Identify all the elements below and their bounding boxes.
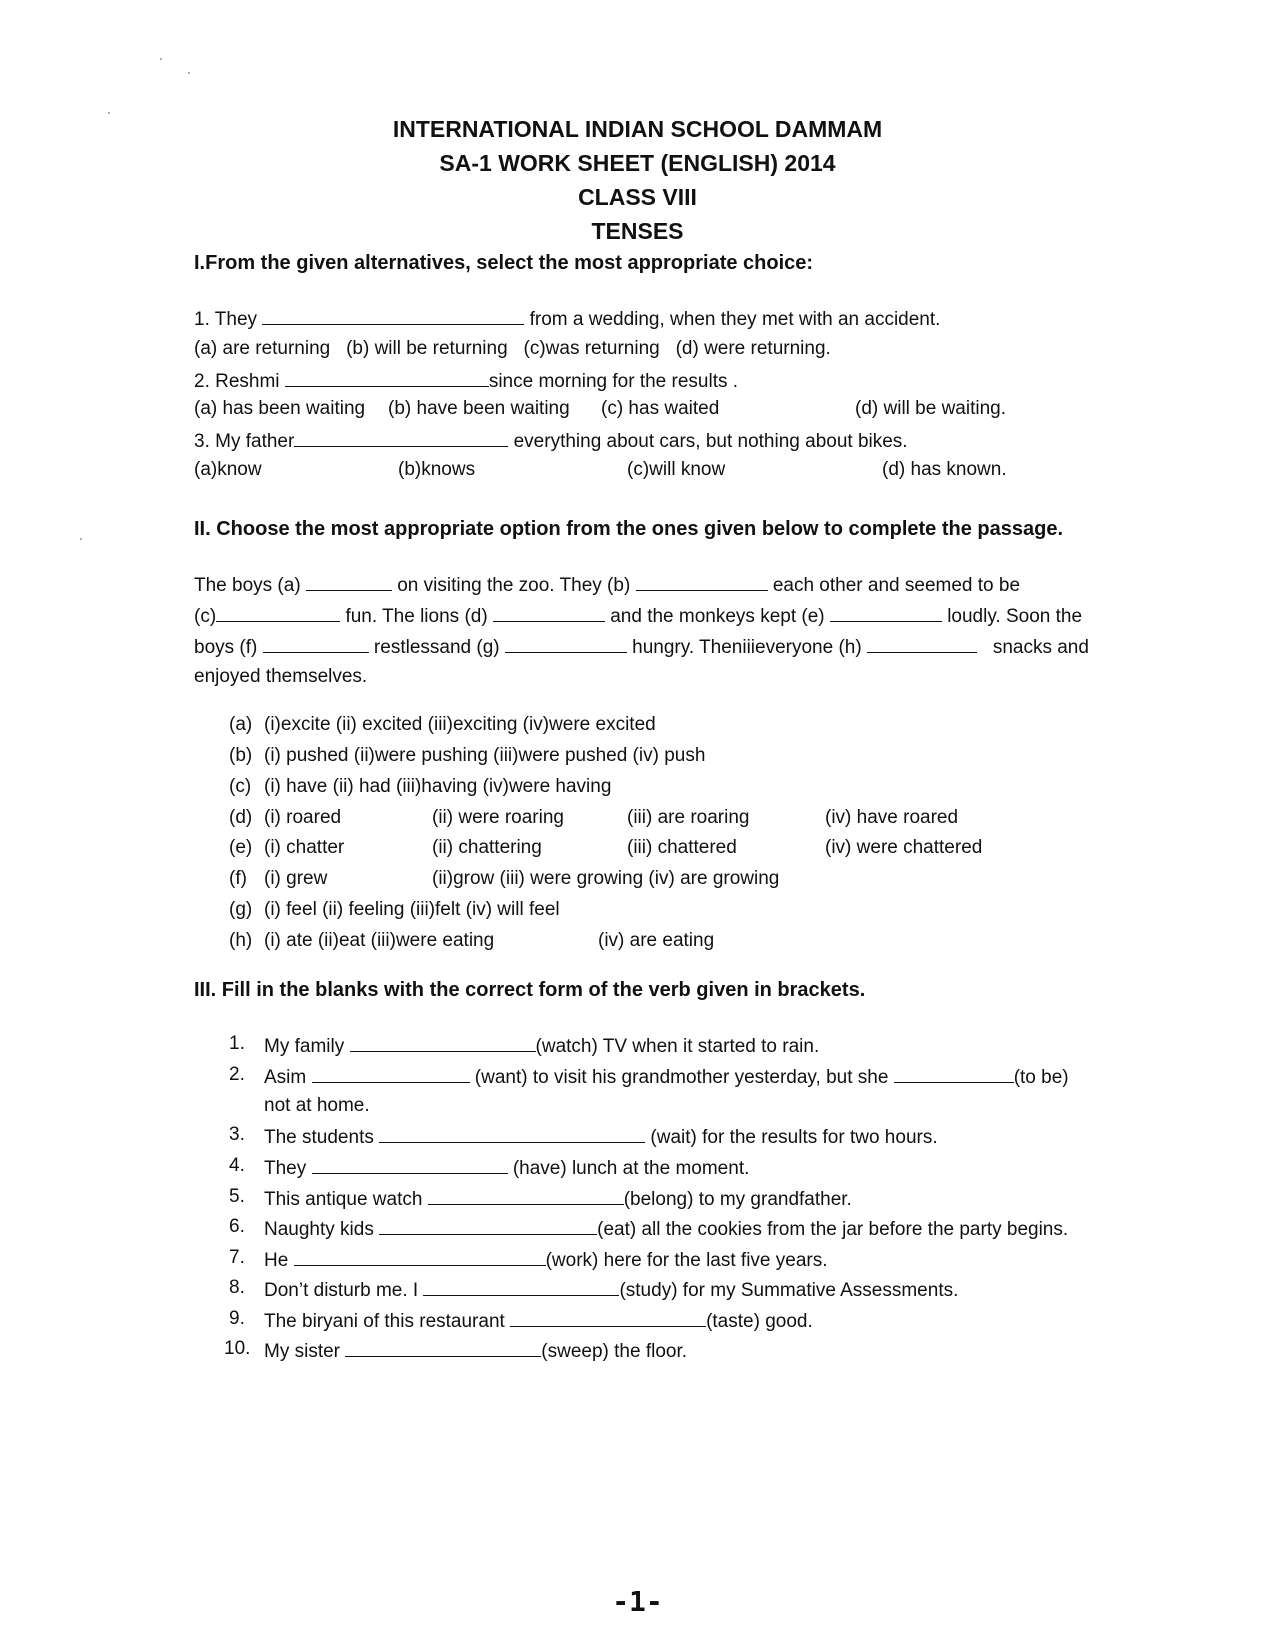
list-item — [264, 1124, 938, 1150]
option-choices[interactable]: (i)excite (ii) excited (iii)exciting (iv)were excited — [264, 714, 656, 735]
section-3-heading: III. Fill in the blanks with the correct form of the verb given in brackets. — [194, 979, 866, 1001]
answer-blank[interactable] — [312, 1064, 470, 1083]
option-label: (e) — [229, 837, 253, 858]
passage-line — [194, 634, 1089, 660]
item-number: 1. — [229, 1033, 245, 1054]
option-choice[interactable]: (i) roared — [264, 807, 342, 828]
answer-blank[interactable] — [345, 1338, 541, 1357]
class-label: CLASS VIII — [578, 184, 697, 210]
option-choices[interactable]: (i) have (ii) had (iii)having (iv)were having — [264, 776, 612, 797]
question-2 — [194, 368, 738, 394]
option[interactable]: (d) will be waiting. — [855, 398, 1006, 419]
passage-line — [194, 603, 1082, 629]
option[interactable]: (c)was returning — [523, 338, 660, 359]
question-3 — [194, 428, 908, 454]
option[interactable]: (a)know — [194, 459, 262, 480]
option-choice[interactable]: (iii) chattered — [627, 837, 737, 858]
answer-blank[interactable] — [379, 1124, 645, 1143]
option-label: (h) — [229, 930, 253, 951]
answer-blank[interactable] — [263, 634, 369, 653]
item-number: 9. — [229, 1308, 245, 1329]
item-number: 6. — [229, 1216, 245, 1237]
item-text: (to be) — [1013, 1067, 1069, 1088]
option[interactable]: (a) are returning — [194, 338, 331, 359]
answer-blank[interactable] — [510, 1308, 706, 1327]
passage-text: each other and seemed to be — [772, 575, 1021, 596]
passage-text: fun. The lions (d) — [345, 606, 488, 627]
answer-blank[interactable] — [493, 603, 605, 622]
item-text: Naughty kids — [264, 1219, 374, 1240]
option[interactable]: (a) has been waiting — [194, 398, 366, 419]
answer-blank[interactable] — [285, 368, 489, 387]
option-choice[interactable]: (ii)grow (iii) were growing (iv) are growing — [432, 868, 780, 889]
section-1-heading: I.From the given alternatives, select the most appropriate choice: — [194, 252, 814, 274]
question-text: everything about cars, but nothing about bikes. — [513, 431, 908, 452]
item-text: Asim — [264, 1067, 307, 1088]
item-text: (watch) TV when it started to rain. — [535, 1036, 820, 1057]
option-label: (c) — [229, 776, 252, 797]
list-item — [264, 1277, 958, 1303]
option-choice[interactable]: (iv) have roared — [825, 807, 959, 828]
question-text: 2. Reshmi — [194, 371, 280, 392]
option[interactable]: (d) were returning. — [675, 338, 831, 359]
item-text: (work) here for the last five years. — [545, 1250, 828, 1271]
option-choice[interactable]: (iii) are roaring — [627, 807, 750, 828]
answer-blank[interactable] — [350, 1033, 536, 1052]
item-text: This antique watch — [264, 1189, 423, 1210]
answer-blank[interactable] — [636, 572, 768, 591]
question-1 — [194, 306, 940, 332]
option-choice[interactable]: (ii) were roaring — [432, 807, 564, 828]
passage-text: (c) — [194, 606, 217, 627]
scan-speck — [80, 538, 82, 540]
answer-blank[interactable] — [306, 572, 392, 591]
item-text: (sweep) the floor. — [541, 1341, 688, 1362]
answer-blank[interactable] — [262, 306, 524, 325]
answer-blank[interactable] — [428, 1186, 624, 1205]
option-label: (b) — [229, 745, 253, 766]
passage-text: loudly. Soon the — [947, 606, 1083, 627]
passage-text: The boys (a) — [194, 575, 301, 596]
school-name: INTERNATIONAL INDIAN SCHOOL DAMMAM — [392, 116, 883, 142]
worksheet-header — [0, 112, 1275, 248]
item-text: (eat) all the cookies from the jar before the party begins. — [597, 1219, 1069, 1240]
item-text: The biryani of this restaurant — [264, 1311, 505, 1332]
option[interactable]: (c) has waited — [601, 398, 720, 419]
item-text: My family — [264, 1036, 345, 1057]
item-text: (want) to visit his grandmother yesterday, but she — [474, 1067, 889, 1088]
option-choices[interactable]: (i) pushed (ii)were pushing (iii)were pushed (iv) push — [264, 745, 706, 766]
item-text: (have) lunch at the moment. — [512, 1158, 750, 1179]
answer-blank[interactable] — [505, 634, 627, 653]
option[interactable]: (c)will know — [627, 459, 726, 480]
answer-blank[interactable] — [423, 1277, 619, 1296]
option-label: (a) — [229, 714, 253, 735]
list-item — [264, 1338, 687, 1364]
item-number: 5. — [229, 1186, 245, 1207]
answer-blank[interactable] — [294, 1247, 546, 1266]
item-number: 8. — [229, 1277, 245, 1298]
passage-text: restlessand (g) — [373, 637, 500, 658]
question-text: 1. They — [194, 309, 258, 330]
option-label: (g) — [229, 899, 253, 920]
item-text: Don’t disturb me. I — [264, 1280, 419, 1301]
option-label: (d) — [229, 807, 253, 828]
answer-blank[interactable] — [830, 603, 942, 622]
option-label: (f) — [229, 868, 247, 889]
list-item — [264, 1186, 852, 1212]
item-text: (taste) good. — [706, 1311, 813, 1332]
list-item — [264, 1216, 1068, 1242]
option[interactable]: (b) will be returning — [346, 338, 508, 359]
list-item-continuation: not at home. — [264, 1095, 370, 1116]
item-number: 4. — [229, 1155, 245, 1176]
section-2-heading: II. Choose the most appropriate option from the ones given below to complete the passage. — [194, 518, 1064, 540]
item-number: 3. — [229, 1124, 245, 1145]
list-item — [264, 1308, 813, 1334]
scan-speck — [188, 72, 190, 74]
item-number: 7. — [229, 1247, 245, 1268]
answer-blank[interactable] — [312, 1155, 508, 1174]
passage-text: snacks and — [992, 637, 1089, 658]
passage-line: enjoyed themselves. — [194, 666, 368, 687]
item-text: My sister — [264, 1341, 340, 1362]
option[interactable]: (b)knows — [398, 459, 476, 480]
passage-text: hungry. Theniiieveryone (h) — [632, 637, 862, 658]
worksheet-title: SA-1 WORK SHEET (ENGLISH) 2014 — [439, 150, 836, 176]
answer-blank[interactable] — [867, 634, 977, 653]
option-choice[interactable]: (iv) are eating — [598, 930, 715, 951]
option[interactable]: (d) has known. — [882, 459, 1007, 480]
option[interactable]: (b) have been waiting — [388, 398, 570, 419]
question-text: from a wedding, when they met with an accident. — [529, 309, 941, 330]
item-text: (belong) to my grandfather. — [623, 1189, 852, 1210]
option-choice[interactable]: (iv) were chattered — [825, 837, 983, 858]
list-item — [264, 1064, 1069, 1090]
topic-title: TENSES — [591, 218, 684, 244]
item-text: (study) for my Summative Assessments. — [619, 1280, 959, 1301]
scan-speck — [160, 58, 162, 60]
passage-text: and the monkeys kept (e) — [610, 606, 825, 627]
question-1-options — [194, 337, 831, 361]
item-text: (wait) for the results for two hours. — [650, 1127, 938, 1148]
answer-blank[interactable] — [216, 603, 340, 622]
question-text: since morning for the results . — [488, 371, 739, 392]
option-choice[interactable]: (i) grew — [264, 868, 328, 889]
item-text: He — [264, 1250, 289, 1271]
answer-blank[interactable] — [294, 428, 508, 447]
page-number: -1- — [612, 1585, 663, 1618]
item-number: 10. — [224, 1338, 251, 1359]
item-text: They — [264, 1158, 307, 1179]
answer-blank[interactable] — [894, 1064, 1014, 1083]
passage-line — [194, 572, 1020, 598]
option-choice[interactable]: (i) ate (ii)eat (iii)were eating — [264, 930, 495, 951]
option-choice[interactable]: (i) chatter — [264, 837, 345, 858]
passage-text: on visiting the zoo. They (b) — [397, 575, 631, 596]
option-choices[interactable]: (i) feel (ii) feeling (iii)felt (iv) will feel — [264, 899, 560, 920]
item-text: The students — [264, 1127, 374, 1148]
passage-text: boys (f) — [194, 637, 258, 658]
list-item — [264, 1033, 819, 1059]
list-item — [264, 1247, 828, 1273]
question-text: 3. My father — [194, 431, 295, 452]
item-number: 2. — [229, 1064, 245, 1085]
list-item — [264, 1155, 749, 1181]
answer-blank[interactable] — [379, 1216, 597, 1235]
option-choice[interactable]: (ii) chattering — [432, 837, 542, 858]
